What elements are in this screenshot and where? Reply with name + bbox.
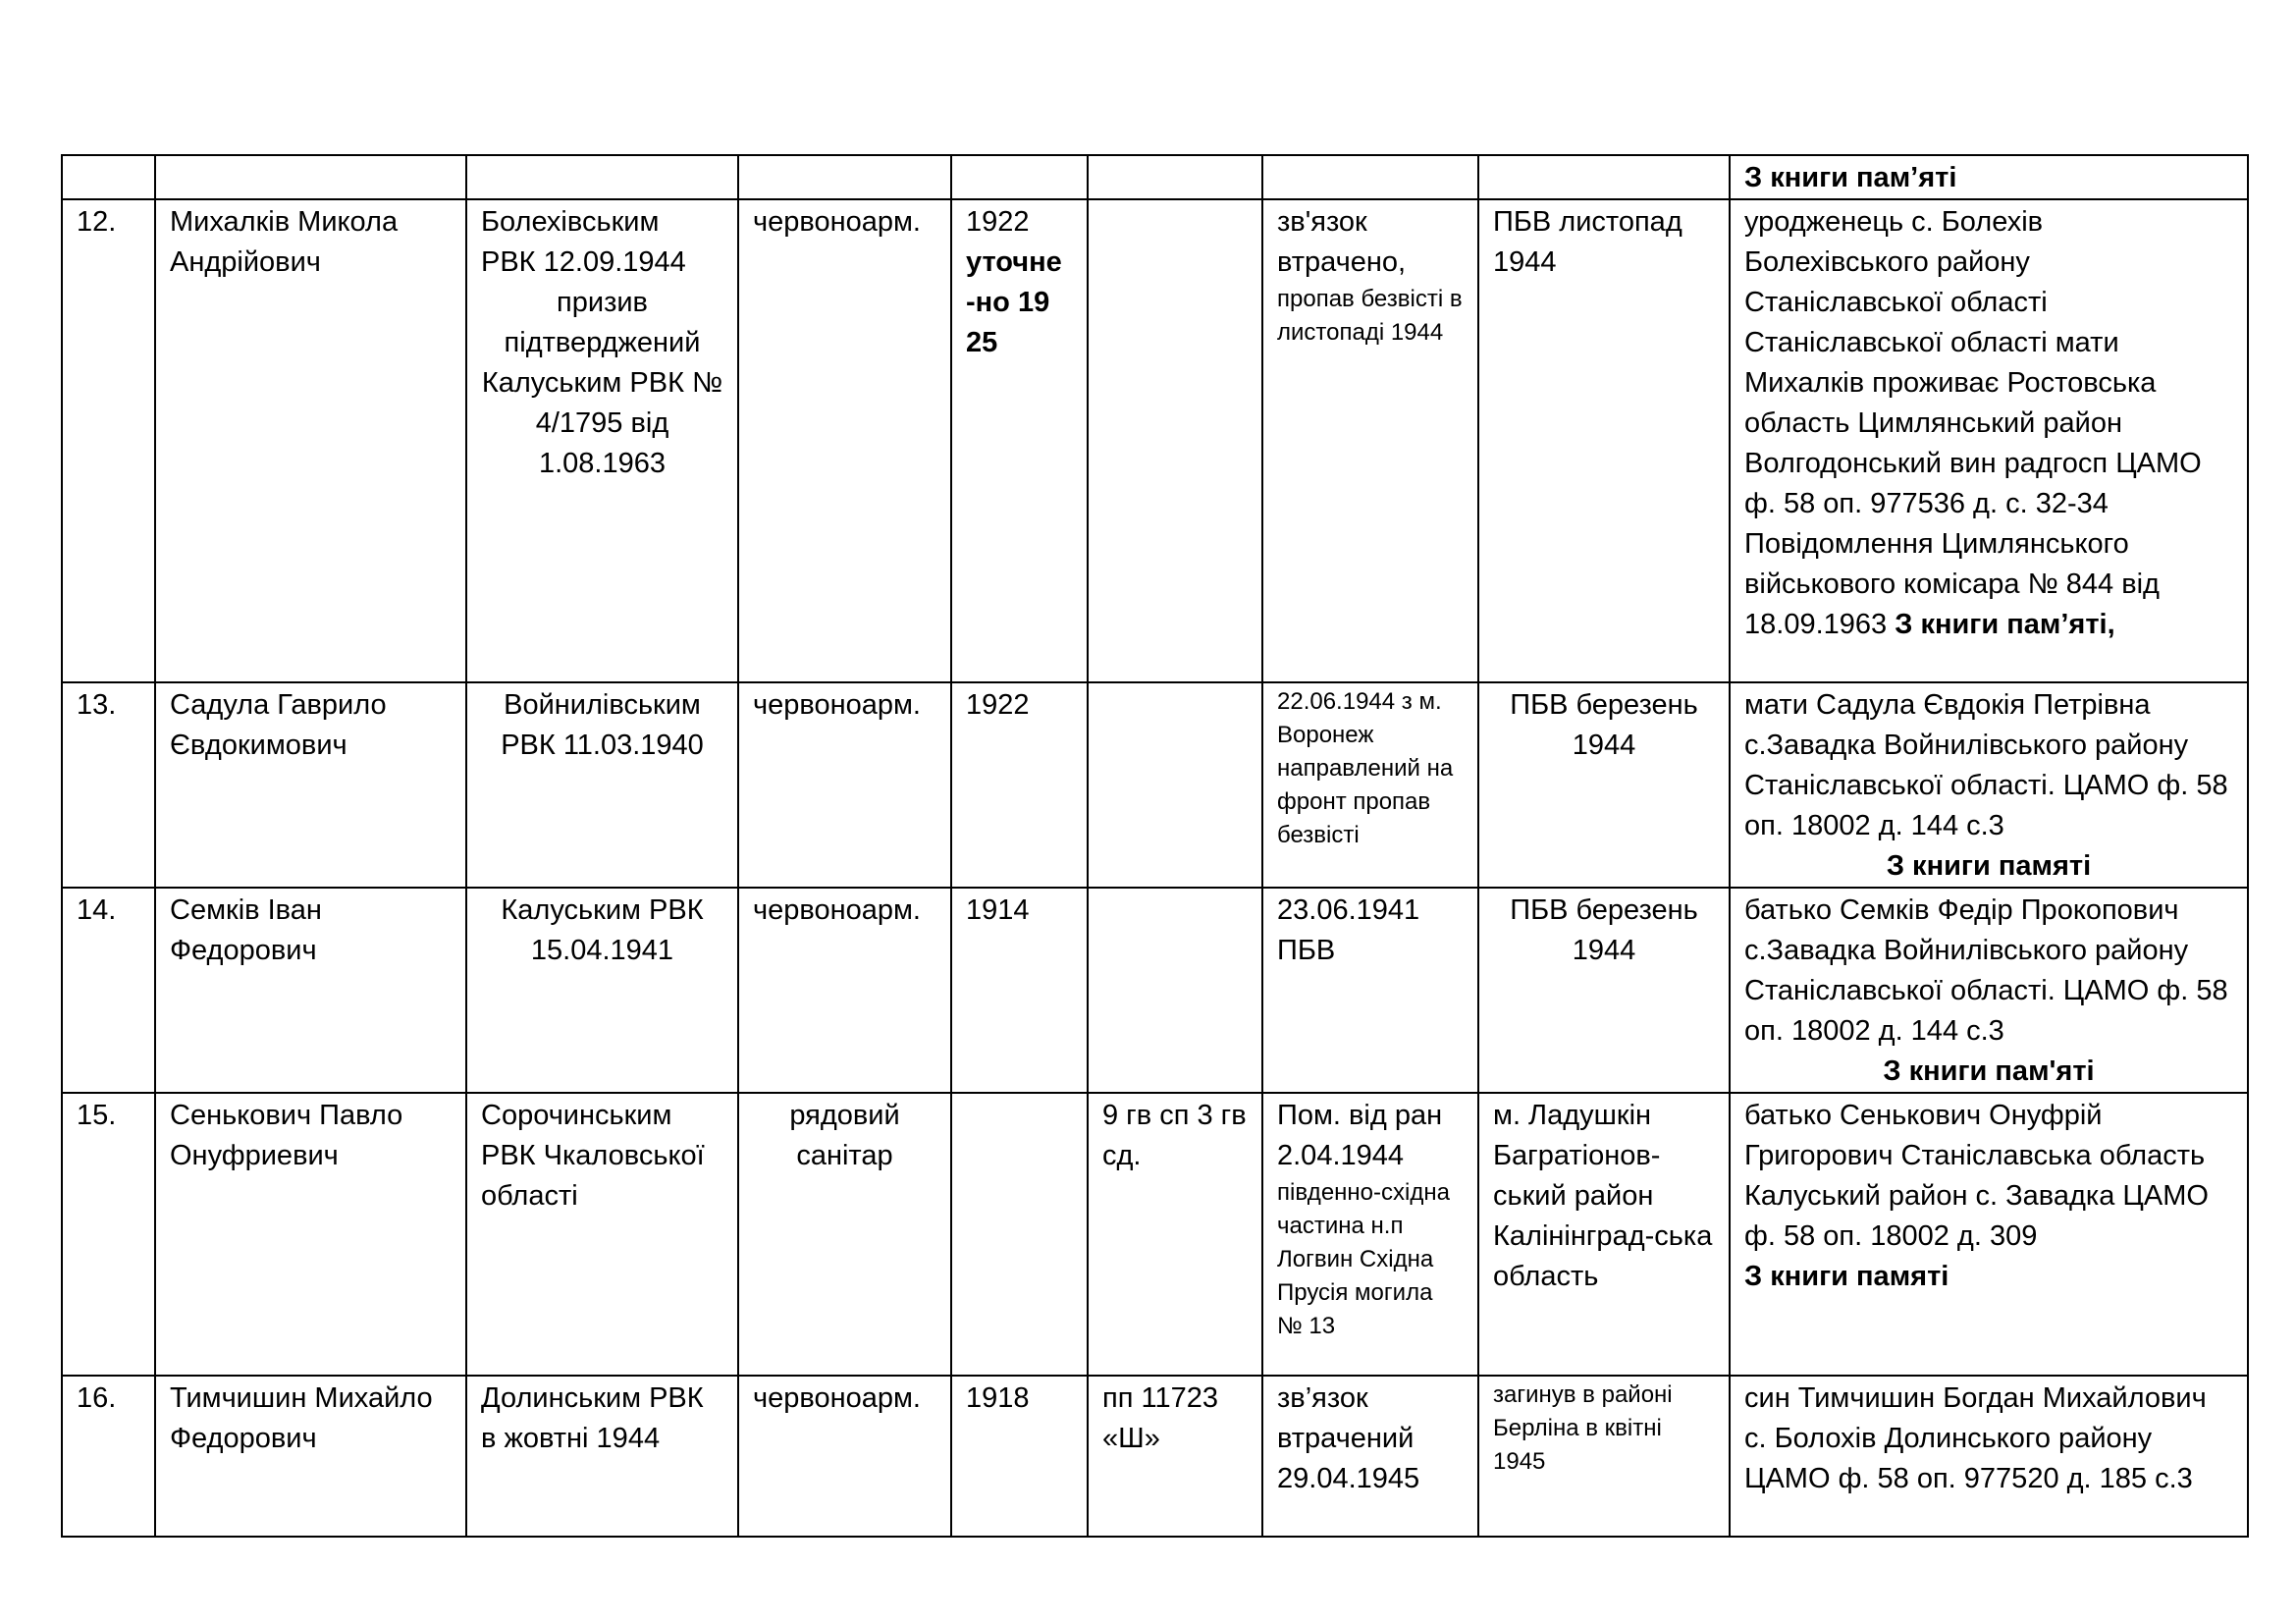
table-row (62, 888, 2248, 1093)
cell-empty (738, 155, 951, 199)
conscription-office: Долинським РВК в жовтні 1944 (466, 1376, 738, 1537)
burial-place: м. Ладушкін Багратіонов-ський район Калінінград-ська область (1478, 1093, 1730, 1376)
table-row (62, 682, 2248, 888)
birth-year-value: 1922 (966, 206, 1030, 238)
conscription-office: Сорочинським РВК Чкаловської області (466, 1093, 738, 1376)
person-name: Садула Гаврило Євдокимович (155, 682, 466, 888)
fate (1262, 199, 1478, 682)
person-name: Сенькович Павло Онуфриевич (155, 1093, 466, 1376)
notes-text: уродженець с. Болехів Болехівського району Станіславської області Станіславської області мати Михалків проживає Ростовська область Цимлянський район Волгодонський вин радгосп ЦАМО ф. 58 оп. 977536 д. с. 32-34 Повідомлення Цимлянського військового комісара № 844 від 18.09.1963 (1744, 206, 2202, 640)
conscription-confirmation: призив підтверджений Калуським РВК № 4/1795 від 1.08.1963 (481, 287, 723, 479)
burial-place (1478, 1376, 1730, 1537)
birth-year: 1918 (951, 1376, 1088, 1537)
source-note: З книги пам’яті (1730, 155, 2248, 199)
conscription-office: Калуським РВК 15.04.1941 (466, 888, 738, 1093)
military-unit (1088, 682, 1262, 888)
fate-details: пропав безвісті в листопаді 1944 (1277, 286, 1463, 346)
person-name: Тимчишин Михайло Федорович (155, 1376, 466, 1537)
person-name: Семків Іван Федорович (155, 888, 466, 1093)
rank: червоноарм. (738, 682, 951, 888)
conscription-office: Войнилівським РВК 11.03.1940 (466, 682, 738, 888)
record-number: 14. (62, 888, 155, 1093)
notes-text: батько Сенькович Онуфрій Григорович Станіславська область Калуський район с. Завадка ЦАМО ф. 58 оп. 18002 д. 309 (1744, 1100, 2209, 1252)
burial-place: ПБВ березень 1944 (1478, 682, 1730, 888)
birth-year: 1914 (951, 888, 1088, 1093)
burial-place: ПБВ березень 1944 (1478, 888, 1730, 1093)
fate-main: Пом. від ран 2.04.1944 (1277, 1100, 1443, 1171)
notes (1730, 1093, 2248, 1376)
notes-text: мати Садула Євдокія Петрівна с.Завадка Войнилівського району Станіславської області. ЦАМО ф. 58 оп. 18002 д. 144 с.3 (1744, 689, 2228, 841)
fate-main: зв'язок втрачено, (1277, 206, 1407, 278)
table-row (62, 1376, 2248, 1537)
rank: червоноарм. (738, 888, 951, 1093)
military-unit (1088, 199, 1262, 682)
military-unit (1088, 888, 1262, 1093)
record-number: 13. (62, 682, 155, 888)
notes (1730, 199, 2248, 682)
cell-empty (155, 155, 466, 199)
cell-empty (466, 155, 738, 199)
fate (1262, 1093, 1478, 1376)
cell-empty (1088, 155, 1262, 199)
memorial-records-table (61, 154, 2249, 1538)
burial-place: ПБВ листопад 1944 (1478, 199, 1730, 682)
birth-year: 1922 (951, 682, 1088, 888)
cell-empty (951, 155, 1088, 199)
conscription-office-line: РВК 12.09.1944 (481, 246, 686, 278)
birth-year-correction: уточне-но 1925 (966, 246, 1062, 358)
rank: червоноарм. (738, 199, 951, 682)
notes: син Тимчишин Богдан Михайлович с. Болохів Долинського району ЦАМО ф. 58 оп. 977520 д. 185 с.3 (1730, 1376, 2248, 1537)
table-row (62, 199, 2248, 682)
rank: рядовий санітар (738, 1093, 951, 1376)
cell-empty (1478, 155, 1730, 199)
person-name: Михалків Микола Андрійович (155, 199, 466, 682)
conscription-office (466, 199, 738, 682)
fate (1262, 682, 1478, 888)
birth-year (951, 1093, 1088, 1376)
fate: зв’язок втрачений 29.04.1945 (1262, 1376, 1478, 1537)
fate: 23.06.1941 ПБВ (1262, 888, 1478, 1093)
notes-source: З книги пам’яті, (1895, 609, 2115, 640)
military-unit: 9 гв сп 3 гв сд. (1088, 1093, 1262, 1376)
burial-details: загинув в районі Берліна в квітні 1945 (1493, 1381, 1673, 1475)
cell-empty (1262, 155, 1478, 199)
cell-empty (62, 155, 155, 199)
record-number: 15. (62, 1093, 155, 1376)
notes (1730, 682, 2248, 888)
notes-source: З книги пам'яті (1883, 1055, 2095, 1087)
fate-details: 22.06.1944 з м. Воронеж направлений на фронт пропав безвісті (1277, 688, 1454, 848)
fate-details: південно-східна частина н.п Логвин Східна Прусія могила № 13 (1277, 1179, 1450, 1339)
rank: червоноарм. (738, 1376, 951, 1537)
conscription-office-line: Болехівським (481, 206, 660, 238)
notes-source: З книги памяті (1886, 850, 2092, 882)
birth-year (951, 199, 1088, 682)
record-number: 12. (62, 199, 155, 682)
header-note-row (62, 155, 2248, 199)
military-unit: пп 11723 «Ш» (1088, 1376, 1262, 1537)
table-row (62, 1093, 2248, 1376)
notes (1730, 888, 2248, 1093)
notes-source: З книги памяті (1744, 1261, 1949, 1292)
notes-text: батько Семків Федір Прокопович с.Завадка Войнилівського району Станіславської області. ЦАМО ф. 58 оп. 18002 д. 144 с.3 (1744, 894, 2228, 1047)
record-number: 16. (62, 1376, 155, 1537)
